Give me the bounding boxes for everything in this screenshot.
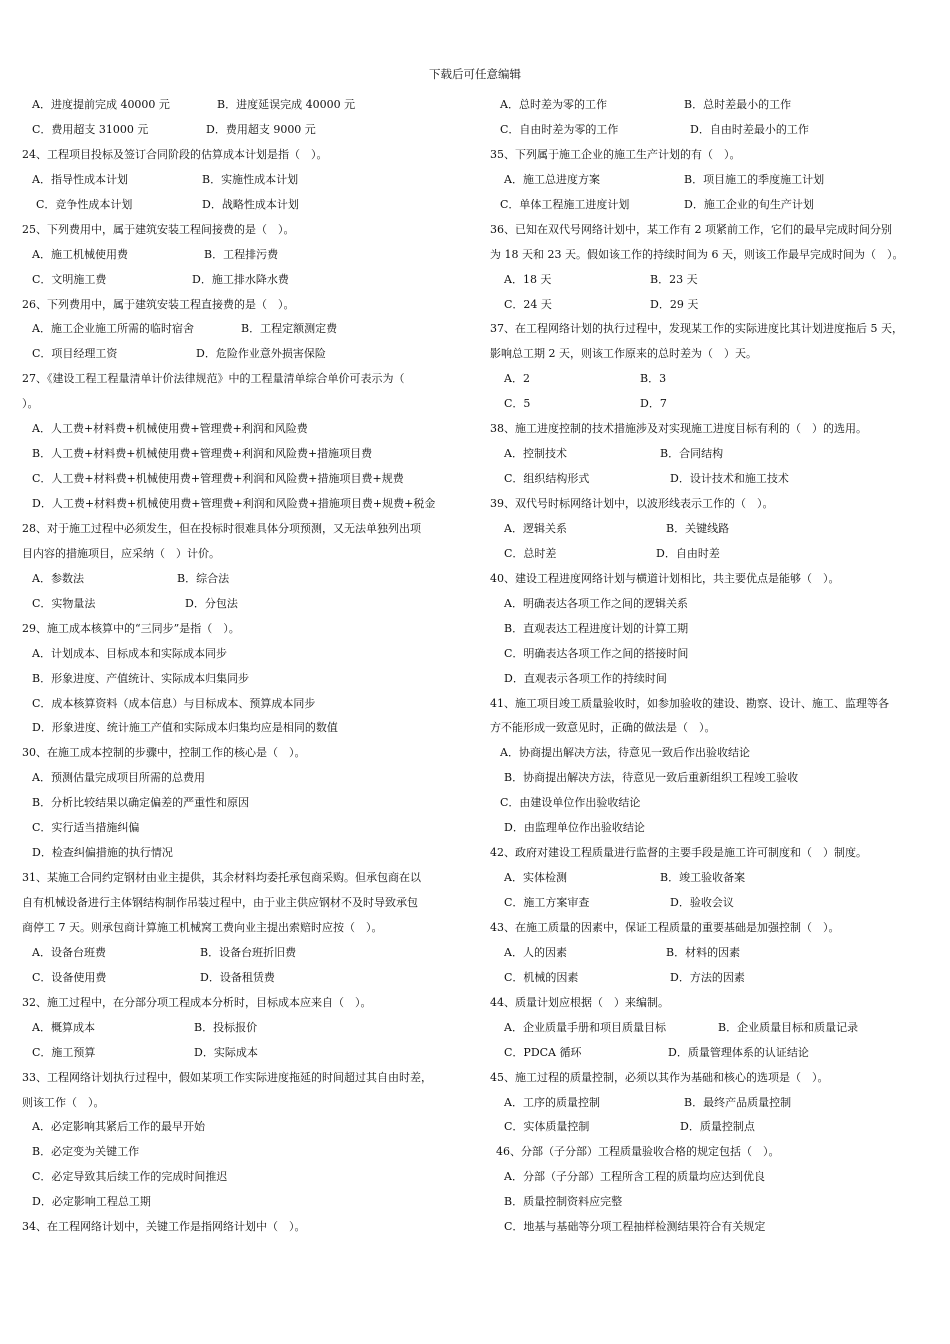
- option-text: C．项目经理工资: [32, 347, 118, 361]
- option-text: A．2: [504, 372, 530, 386]
- option-text: C．地基与基础等分项工程抽样检测结果符合有关规定: [504, 1220, 766, 1234]
- option-text: A．逻辑关系: [504, 521, 567, 535]
- question-text: 41、施工项目竣工质量验收时，如参加验收的建设、勘察、设计、施工、监理等各: [490, 696, 889, 710]
- option-text: A．计划成本、目标成本和实际成本同步: [32, 646, 227, 660]
- option-text: D．自由时差最小的工作: [690, 122, 809, 136]
- option-text: B．质量控制资料应完整: [504, 1195, 623, 1209]
- option-text: B．竣工验收备案: [660, 871, 746, 885]
- option-row: [490, 268, 930, 293]
- option-text: C．实行适当措施纠偏: [32, 821, 140, 835]
- question-text: 34、在工程网络计划中，关键工作是指网络计划中（ ）。: [22, 1220, 306, 1234]
- question-text: 33、工程网络计划执行过程中，假如某项工作实际进度拖延的时间超过其自由时差，: [22, 1070, 432, 1084]
- option-row: [22, 1041, 462, 1066]
- option-text: B．工程排污费: [204, 247, 279, 261]
- option-text: C．设备使用费: [32, 970, 107, 984]
- option-row: [22, 966, 462, 991]
- option-text: C．单体工程施工进度计划: [500, 197, 630, 211]
- option-row: [490, 866, 930, 891]
- question-text: 方不能形成一致意见时，正确的做法是（ ）。: [490, 721, 716, 735]
- option-text: A．工序的质量控制: [504, 1095, 600, 1109]
- option-text: B．综合法: [177, 571, 230, 585]
- option-text: B．进度延误完成 40000 元: [217, 98, 356, 111]
- option-text: B．总时差最小的工作: [684, 98, 792, 111]
- option-text: C．机械的因素: [504, 970, 579, 984]
- question-text: 目内容的措施项目，应采纳（ ）计价。: [22, 546, 220, 560]
- option-text: A．施工机械使用费: [32, 247, 128, 261]
- option-row: [490, 367, 930, 392]
- option-text: B．协商提出解决方法，待意见一致后重新组织工程竣工验收: [504, 771, 799, 785]
- option-text: A．总时差为零的工作: [500, 98, 607, 111]
- option-text: C．实物量法: [32, 596, 96, 610]
- option-text: A．参数法: [32, 571, 84, 585]
- option-text: C．人工费+材料费+机械使用费+管理费+利润和风险费+措施项目费+规费: [32, 472, 404, 486]
- option-text: C．明确表达各项工作之间的搭接时间: [504, 646, 689, 660]
- option-text: B．直观表达工程进度计划的计算工期: [504, 621, 689, 635]
- option-row: [490, 517, 930, 542]
- option-text: B．3: [640, 372, 667, 386]
- question-text: 为 18 天和 23 天。假如该工作的持续时间为 6 天，则该工作最早完成时间为（ ）。: [490, 247, 904, 261]
- option-row: [22, 243, 462, 268]
- question-text: 39、双代号时标网络计划中，以波形线表示工作的（ ）。: [490, 497, 774, 510]
- option-text: D．设计技术和施工技术: [670, 472, 789, 486]
- question-text: 24、工程项目投标及签订合同阶段的估算成本计划是指（ ）。: [22, 147, 328, 161]
- option-text: A．明确表达各项工作之间的逻辑关系: [504, 596, 688, 610]
- option-text: A．进度提前完成 40000 元: [32, 98, 170, 111]
- question-text: 29、施工成本核算中的“三同步”是指（ ）。: [22, 621, 240, 635]
- page-header: 下载后可任意编辑: [429, 67, 521, 81]
- option-text: D．7: [640, 397, 667, 411]
- option-text: C．文明施工费: [32, 272, 107, 286]
- option-text: A．控制技术: [504, 447, 567, 461]
- option-text: D．施工企业的旬生产计划: [684, 197, 814, 211]
- question-text: 37、在工程网络计划的执行过程中，发现某工作的实际进度比其计划进度拖后 5 天，: [490, 322, 903, 336]
- option-text: A．概算成本: [32, 1020, 95, 1034]
- option-text: C．24 天: [504, 297, 552, 311]
- option-text: D．质量控制点: [680, 1120, 755, 1134]
- option-row: [22, 93, 462, 118]
- option-text: B．实施性成本计划: [202, 172, 299, 186]
- option-text: C．竞争性成本计划: [36, 197, 133, 211]
- option-row: [490, 118, 930, 143]
- option-text: B．最终产品质量控制: [684, 1095, 792, 1109]
- option-text: C．必定导致其后续工作的完成时间推迟: [32, 1170, 228, 1184]
- question-text: 38、施工进度控制的技术措施涉及对实现施工进度目标有利的（ ）的选用。: [490, 422, 867, 436]
- option-text: C．施工方案审查: [504, 896, 590, 909]
- option-row: [490, 392, 930, 417]
- option-text: A．分部（子分部）工程所含工程的质量均应达到优良: [504, 1170, 765, 1184]
- option-text: B．合同结构: [660, 447, 724, 461]
- option-row: [490, 293, 930, 318]
- question-text: 影响总工期 2 天，则该工作原来的总时差为（ ）天。: [490, 347, 757, 361]
- option-row: [490, 966, 930, 991]
- option-text: A．预测估量完成项目所需的总费用: [32, 771, 205, 785]
- option-row: [490, 467, 930, 492]
- option-text: C．由建设单位作出验收结论: [500, 796, 641, 810]
- option-row: [490, 1115, 930, 1140]
- question-text: 44、质量计划应根据（ ）来编制。: [490, 995, 669, 1009]
- option-text: A．施工总进度方案: [504, 172, 600, 186]
- question-text: 31、某施工合同约定钢材由业主提供，其余材料均委托承包商采购。但承包商在以: [22, 871, 421, 885]
- option-text: B．工程定额测定费: [241, 322, 338, 336]
- option-text: D．直观表示各项工作的持续时间: [504, 671, 667, 685]
- question-text: 30、在施工成本控制的步骤中，控制工作的核心是（ ）。: [22, 746, 306, 760]
- option-text: A．实体检测: [504, 871, 567, 885]
- option-text: D．分包法: [185, 596, 238, 610]
- question-text: 35、下列属于施工企业的施工生产计划的有（ ）。: [490, 147, 741, 161]
- option-row: [22, 268, 462, 293]
- option-text: C．实体质量控制: [504, 1120, 590, 1134]
- option-row: [22, 567, 462, 592]
- option-text: B．分析比较结果以确定偏差的严重性和原因: [32, 796, 250, 810]
- question-text: 25、下列费用中，属于建筑安装工程间接费的是（ ）。: [22, 222, 295, 236]
- option-text: C．5: [504, 397, 531, 411]
- option-text: A．设备台班费: [32, 945, 106, 959]
- option-text: D．自由时差: [656, 546, 720, 560]
- option-text: B．材料的因素: [666, 945, 741, 959]
- option-row: [490, 941, 930, 966]
- option-row: [490, 1016, 930, 1041]
- option-text: A．施工企业施工所需的临时宿舍: [32, 322, 194, 336]
- option-text: D．质量管理体系的认证结论: [668, 1045, 809, 1059]
- question-text: 36、已知在双代号网络计划中，某工作有 2 项紧前工作，它们的最早完成时间分别: [490, 222, 892, 236]
- option-text: B．23 天: [650, 272, 698, 286]
- option-text: C．PDCA 循环: [504, 1045, 582, 1059]
- option-row: [490, 1041, 930, 1066]
- question-text: 自有机械设备进行主体钢结构制作吊装过程中，由于业主供应钢材不及时导致承包: [22, 896, 418, 909]
- option-text: C．总时差: [504, 546, 557, 560]
- question-text: 则该工作（ ）。: [22, 1095, 105, 1109]
- option-text: A．协商提出解决方法，待意见一致后作出验收结论: [500, 746, 750, 760]
- option-row: [490, 193, 930, 218]
- option-text: B．企业质量目标和质量记录: [718, 1020, 859, 1034]
- option-text: D．危险作业意外损害保险: [196, 347, 326, 361]
- option-text: A．指导性成本计划: [32, 172, 128, 186]
- option-text: A．人的因素: [504, 945, 567, 959]
- option-text: B．形象进度、产值统计、实际成本归集同步: [32, 671, 250, 685]
- option-row: [490, 93, 930, 118]
- option-text: C．成本核算资料（成本信息）与目标成本、预算成本同步: [32, 696, 316, 710]
- option-text: A．必定影响其紧后工作的最早开始: [32, 1120, 205, 1134]
- option-row: [490, 891, 930, 916]
- question-text: 商停工 7 天。则承包商计算施工机械窝工费向业主提出索赔时应按（ ）。: [22, 920, 383, 934]
- option-row: [22, 941, 462, 966]
- option-text: D．人工费+材料费+机械使用费+管理费+利润和风险费+措施项目费+规费+税金: [32, 497, 436, 510]
- option-text: D．检查纠偏措施的执行情况: [32, 846, 173, 860]
- option-row: [22, 592, 462, 617]
- option-text: B．人工费+材料费+机械使用费+管理费+利润和风险费+措施项目费: [32, 447, 373, 461]
- option-text: A．企业质量手册和项目质量目标: [504, 1020, 666, 1034]
- option-text: D．设备租赁费: [200, 970, 275, 984]
- right-column: [490, 93, 930, 1240]
- option-text: D．29 天: [650, 297, 699, 311]
- option-text: B．关键线路: [666, 521, 730, 535]
- question-text: 26、下列费用中，属于建筑安装工程直接费的是（ ）。: [22, 297, 295, 311]
- question-text: 42、政府对建设工程质量进行监督的主要手段是施工许可制度和（ ）制度。: [490, 846, 867, 860]
- option-text: C．组织结构形式: [504, 472, 590, 486]
- left-column: [22, 93, 462, 1240]
- option-text: B．投标报价: [194, 1020, 258, 1034]
- option-row: [490, 1091, 930, 1116]
- option-row: [490, 168, 930, 193]
- question-text: 32、施工过程中，在分部分项工程成本分析时，目标成本应来自（ ）。: [22, 995, 372, 1009]
- question-text: ）。: [22, 397, 39, 411]
- option-text: D．验收会议: [670, 896, 734, 909]
- option-text: D．方法的因素: [670, 970, 745, 984]
- option-text: B．设备台班折旧费: [200, 945, 297, 959]
- option-text: C．自由时差为零的工作: [500, 122, 619, 136]
- option-text: D．由监理单位作出验收结论: [504, 821, 645, 835]
- option-text: B．项目施工的季度施工计划: [684, 172, 825, 186]
- option-row: [22, 1016, 462, 1041]
- option-text: A．18 天: [504, 272, 552, 286]
- option-row: [22, 317, 462, 342]
- option-text: D．必定影响工程总工期: [32, 1195, 151, 1209]
- option-text: C．费用超支 31000 元: [32, 122, 149, 136]
- option-text: D．费用超支 9000 元: [206, 122, 316, 136]
- question-text: 27、《建设工程工程量清单计价法律规范》中的工程量清单综合单价可表示为（: [22, 372, 405, 386]
- option-row: [22, 193, 462, 218]
- question-text: 45、施工过程的质量控制，必须以其作为基础和核心的选项是（ ）。: [490, 1070, 829, 1084]
- option-text: C．施工预算: [32, 1045, 96, 1059]
- option-text: A．人工费+材料费+机械使用费+管理费+利润和风险费: [32, 422, 308, 436]
- question-text: 43、在施工质量的因素中，保证工程质量的重要基础是加强控制（ ）。: [490, 920, 840, 934]
- option-text: D．实际成本: [194, 1045, 258, 1059]
- option-text: 46、分部（子分部）工程质量验收合格的规定包括（ ）。: [496, 1145, 780, 1159]
- option-row: [22, 118, 462, 143]
- option-row: [490, 542, 930, 567]
- option-text: D．形象进度、统计施工产值和实际成本归集均应是相同的数值: [32, 721, 338, 735]
- option-text: D．战略性成本计划: [202, 197, 299, 211]
- option-text: B．必定变为关键工作: [32, 1145, 140, 1159]
- option-text: D．施工排水降水费: [192, 272, 289, 286]
- question-text: 40、建设工程进度网络计划与横道计划相比，共主要优点是能够（ ）。: [490, 571, 840, 585]
- option-row: [490, 442, 930, 467]
- question-text: 28、对于施工过程中必须发生，但在投标时很难具体分项预测，又无法单独列出项: [22, 521, 421, 535]
- option-row: [22, 342, 462, 367]
- option-row: [22, 168, 462, 193]
